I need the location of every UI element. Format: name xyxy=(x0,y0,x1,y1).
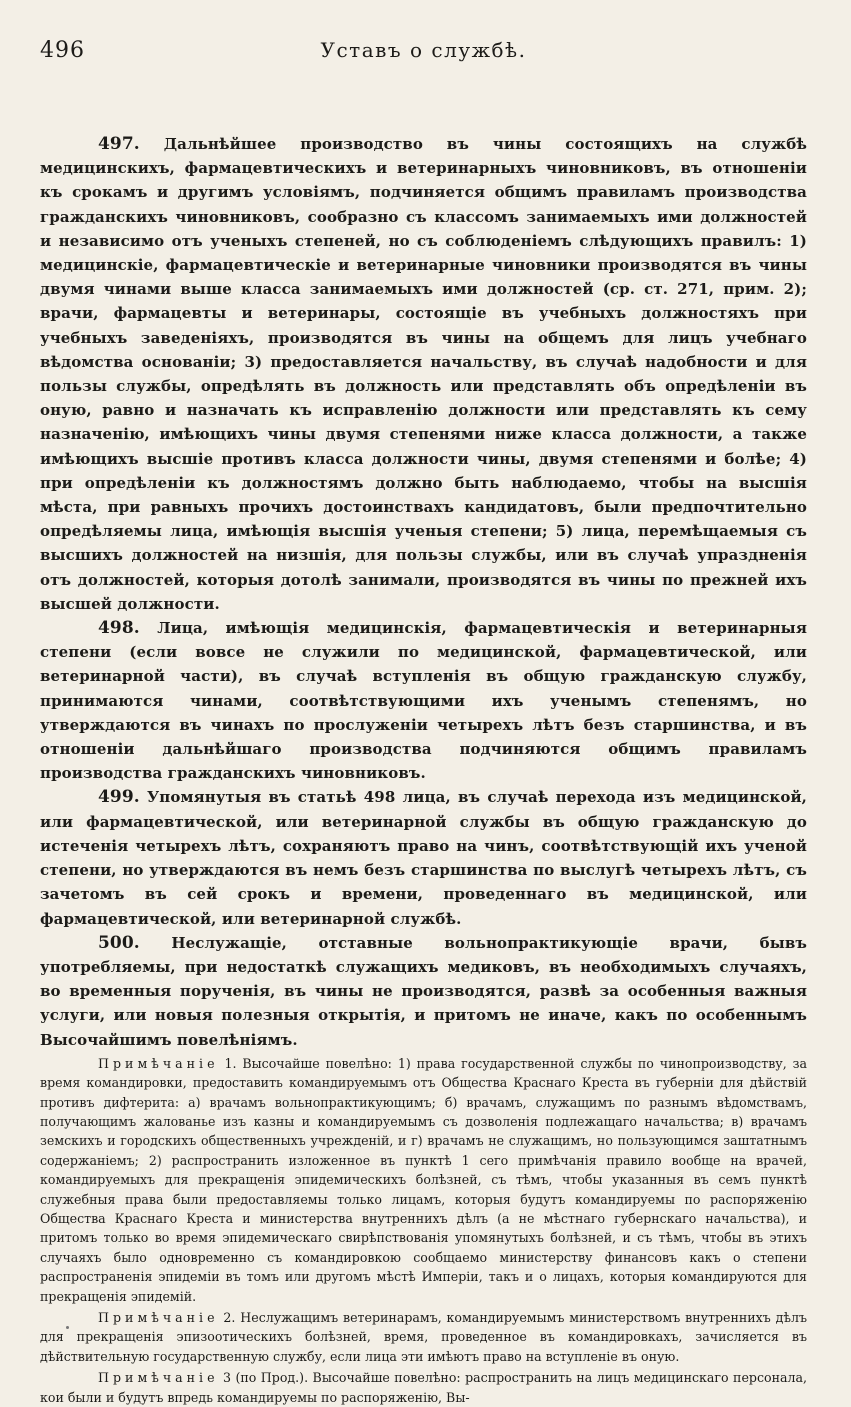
note-text: Высочайше повелѣно: 1) права государственной службы по чинопроизводству, за время командировки, предоставить командируемымъ отъ Общества Краснаго Креста въ губерніи для дѣйствій противъ дифтерита: а) врачамъ вольнопрактикующимъ; б) врачамъ, служащимъ по разнымъ вѣдомствамъ, получающимъ жалованье изъ казны и командируемымъ съ дозволенія подлежащаго начальства; в) врачамъ земскихъ и городскихъ общественныхъ учрежденій, и г) врачамъ не служащимъ, но пользующимся заштатнымъ содержаніемъ; 2) распространить изложенное въ пунктѣ 1 сего примѣчанія правило вообще на врачей, командируемыхъ для прекращенія эпидемическихъ болѣзней, съ тѣмъ, чтобы указанныя въ семъ пунктѣ служебныя права были предоставляемы только лицамъ, которыя будутъ командируемы по распоряженію Общества Краснаго Креста и министерства внутреннихъ дѣлъ (а не мѣстнаго губернскаго начальства), и притомъ только во время эпидемическаго свирѣпствованія упомянутыхъ болѣзней, и съ тѣмъ, чтобы въ этихъ случаяхъ было одновременно съ командировкою сообщаемо министерству финансовъ какъ о степени распространенія эпидеміи въ томъ или другомъ мѣстѣ Имперіи, такъ и о лицахъ, которыя командируются для прекращенія эпидемій. xyxy=(40,1055,807,1304)
body-text xyxy=(40,132,807,1407)
print-speck xyxy=(66,1326,69,1329)
note-suffix: 1. xyxy=(218,1055,237,1071)
article-text: Неслужащіе, отставные вольнопрактикующіе врачи, бывъ употребляемы, при недостаткѣ служащихъ медиковъ, въ необходимыхъ случаяхъ, во временныя порученія, въ чины не производятся, развѣ за особенныя важныя услуги, или новыя полезныя открытія, и притомъ не иначе, какъ по особеннымъ Высочайшимъ повелѣніямъ. xyxy=(40,933,807,1049)
article-number: 497. xyxy=(98,134,140,154)
note-label: Примѣчаніе xyxy=(98,1370,219,1386)
page-number: 496 xyxy=(40,38,85,63)
note-text: Неслужащимъ ветеринарамъ, командируемымъ министерствомъ внутреннихъ дѣлъ для прекращенія эпизоотическихъ болѣзней, время, проведенное въ командировкахъ, зачисляется въ дѣйствительную государственную службу, если лица эти имѣютъ право на вступленіе въ оную. xyxy=(40,1310,807,1364)
article-500 xyxy=(40,931,807,1052)
note-text: Высочайше повелѣно: распространить на лицъ медицинскаго персонала, кои были и будутъ впредь командируемы по распоряженію, Вы- xyxy=(40,1370,808,1405)
article-number: 500. xyxy=(98,932,140,953)
note-1 xyxy=(40,1054,807,1306)
note-label: Примѣчаніе xyxy=(98,1310,219,1325)
article-499 xyxy=(40,785,807,930)
article-text: Упомянутыя въ статьѣ 498 лица, въ случаѣ перехода изъ медицинской, или фармацевтической, или ветеринарной службы въ общую гражданскую до истеченія четырехъ лѣтъ, сохраняютъ право на чинъ, соотвѣтствующій ихъ ученой степени, но утверждаются въ немъ безъ старшинства по выслугѣ четырехъ лѣтъ, съ зачетомъ въ сей срокъ и времени, проведеннаго въ медицинской, или фармацевтической, или ветеринарной службѣ. xyxy=(40,788,807,928)
note-2 xyxy=(40,1308,807,1366)
page-header xyxy=(40,36,807,76)
note-3 xyxy=(40,1368,807,1407)
article-498 xyxy=(40,616,807,785)
note-label: Примѣчаніе xyxy=(98,1055,219,1071)
article-number: 498. xyxy=(98,618,140,639)
article-text: Дальнѣйшее производство въ чины состоящихъ на службѣ медицинскихъ, фармацевтическихъ и ветеринарныхъ чиновниковъ, въ отношеніи къ срокамъ и другимъ условіямъ, подчиняется общимъ правиламъ производства гражданскихъ чиновниковъ, сообразно съ классомъ занимаемыхъ ими должностей и независимо отъ ученыхъ степеней, но съ соблюденіемъ слѣдующихъ правилъ: 1) медицинскіе, фармацевтическіе и ветеринарные чиновники производятся въ чины двумя чинами выше класса занимаемыхъ ими должностей (ср. ст. 271, прим. 2); врачи, фармацевты и ветеринары, состоящіе въ учебныхъ должностяхъ при учебныхъ заведеніяхъ, производятся въ чины на общемъ для лицъ учебнаго вѣдомства основаніи; 3) предоставляется начальству, въ случаѣ надобности и для пользы службы, опредѣлять въ должность или представлять объ опредѣленіи въ оную, равно и назначать къ исправленію должности или представлять къ сему назначенію, имѣющихъ чины двумя степенями ниже класса должности, а также имѣющихъ высшіе противъ класса должности чины, двумя степенями и болѣе; 4) при опредѣленіи къ должностямъ должно быть наблюдаемо, чтобы на высшія мѣста, при равныхъ прочихъ достоинствахъ кандидатовъ, были предпочтительно опредѣляемы лица, имѣющія высшія ученыя степени; 5) лица, перемѣщаемыя съ высшихъ должностей на низшія, для пользы службы, или въ случаѣ упраздненія отъ должностей, которыя дотолѣ занимали, производятся въ чины по прежней ихъ высшей должности. xyxy=(40,135,807,613)
article-number: 499. xyxy=(98,787,140,808)
note-suffix: 2. xyxy=(218,1310,236,1325)
note-suffix: 3 (по Прод.). xyxy=(218,1370,309,1386)
article-text: Лица, имѣющія медицинскія, фармацевтическія и ветеринарныя степени (если вовсе не служили по медицинской, фармацевтической, или ветеринарной части), въ случаѣ вступленія въ общую гражданскую службу, принимаются чинами, соотвѣтствующими ихъ ученымъ степенямъ, но утверждаются въ чинахъ по прослуженіи четырехъ лѣтъ безъ старшинства, и въ отношеніи дальнѣйшаго производства подчиняются общимъ правиламъ производства гражданскихъ чиновниковъ. xyxy=(40,619,807,783)
running-title: Уставъ о службѣ. xyxy=(320,38,527,62)
article-497 xyxy=(40,132,807,616)
